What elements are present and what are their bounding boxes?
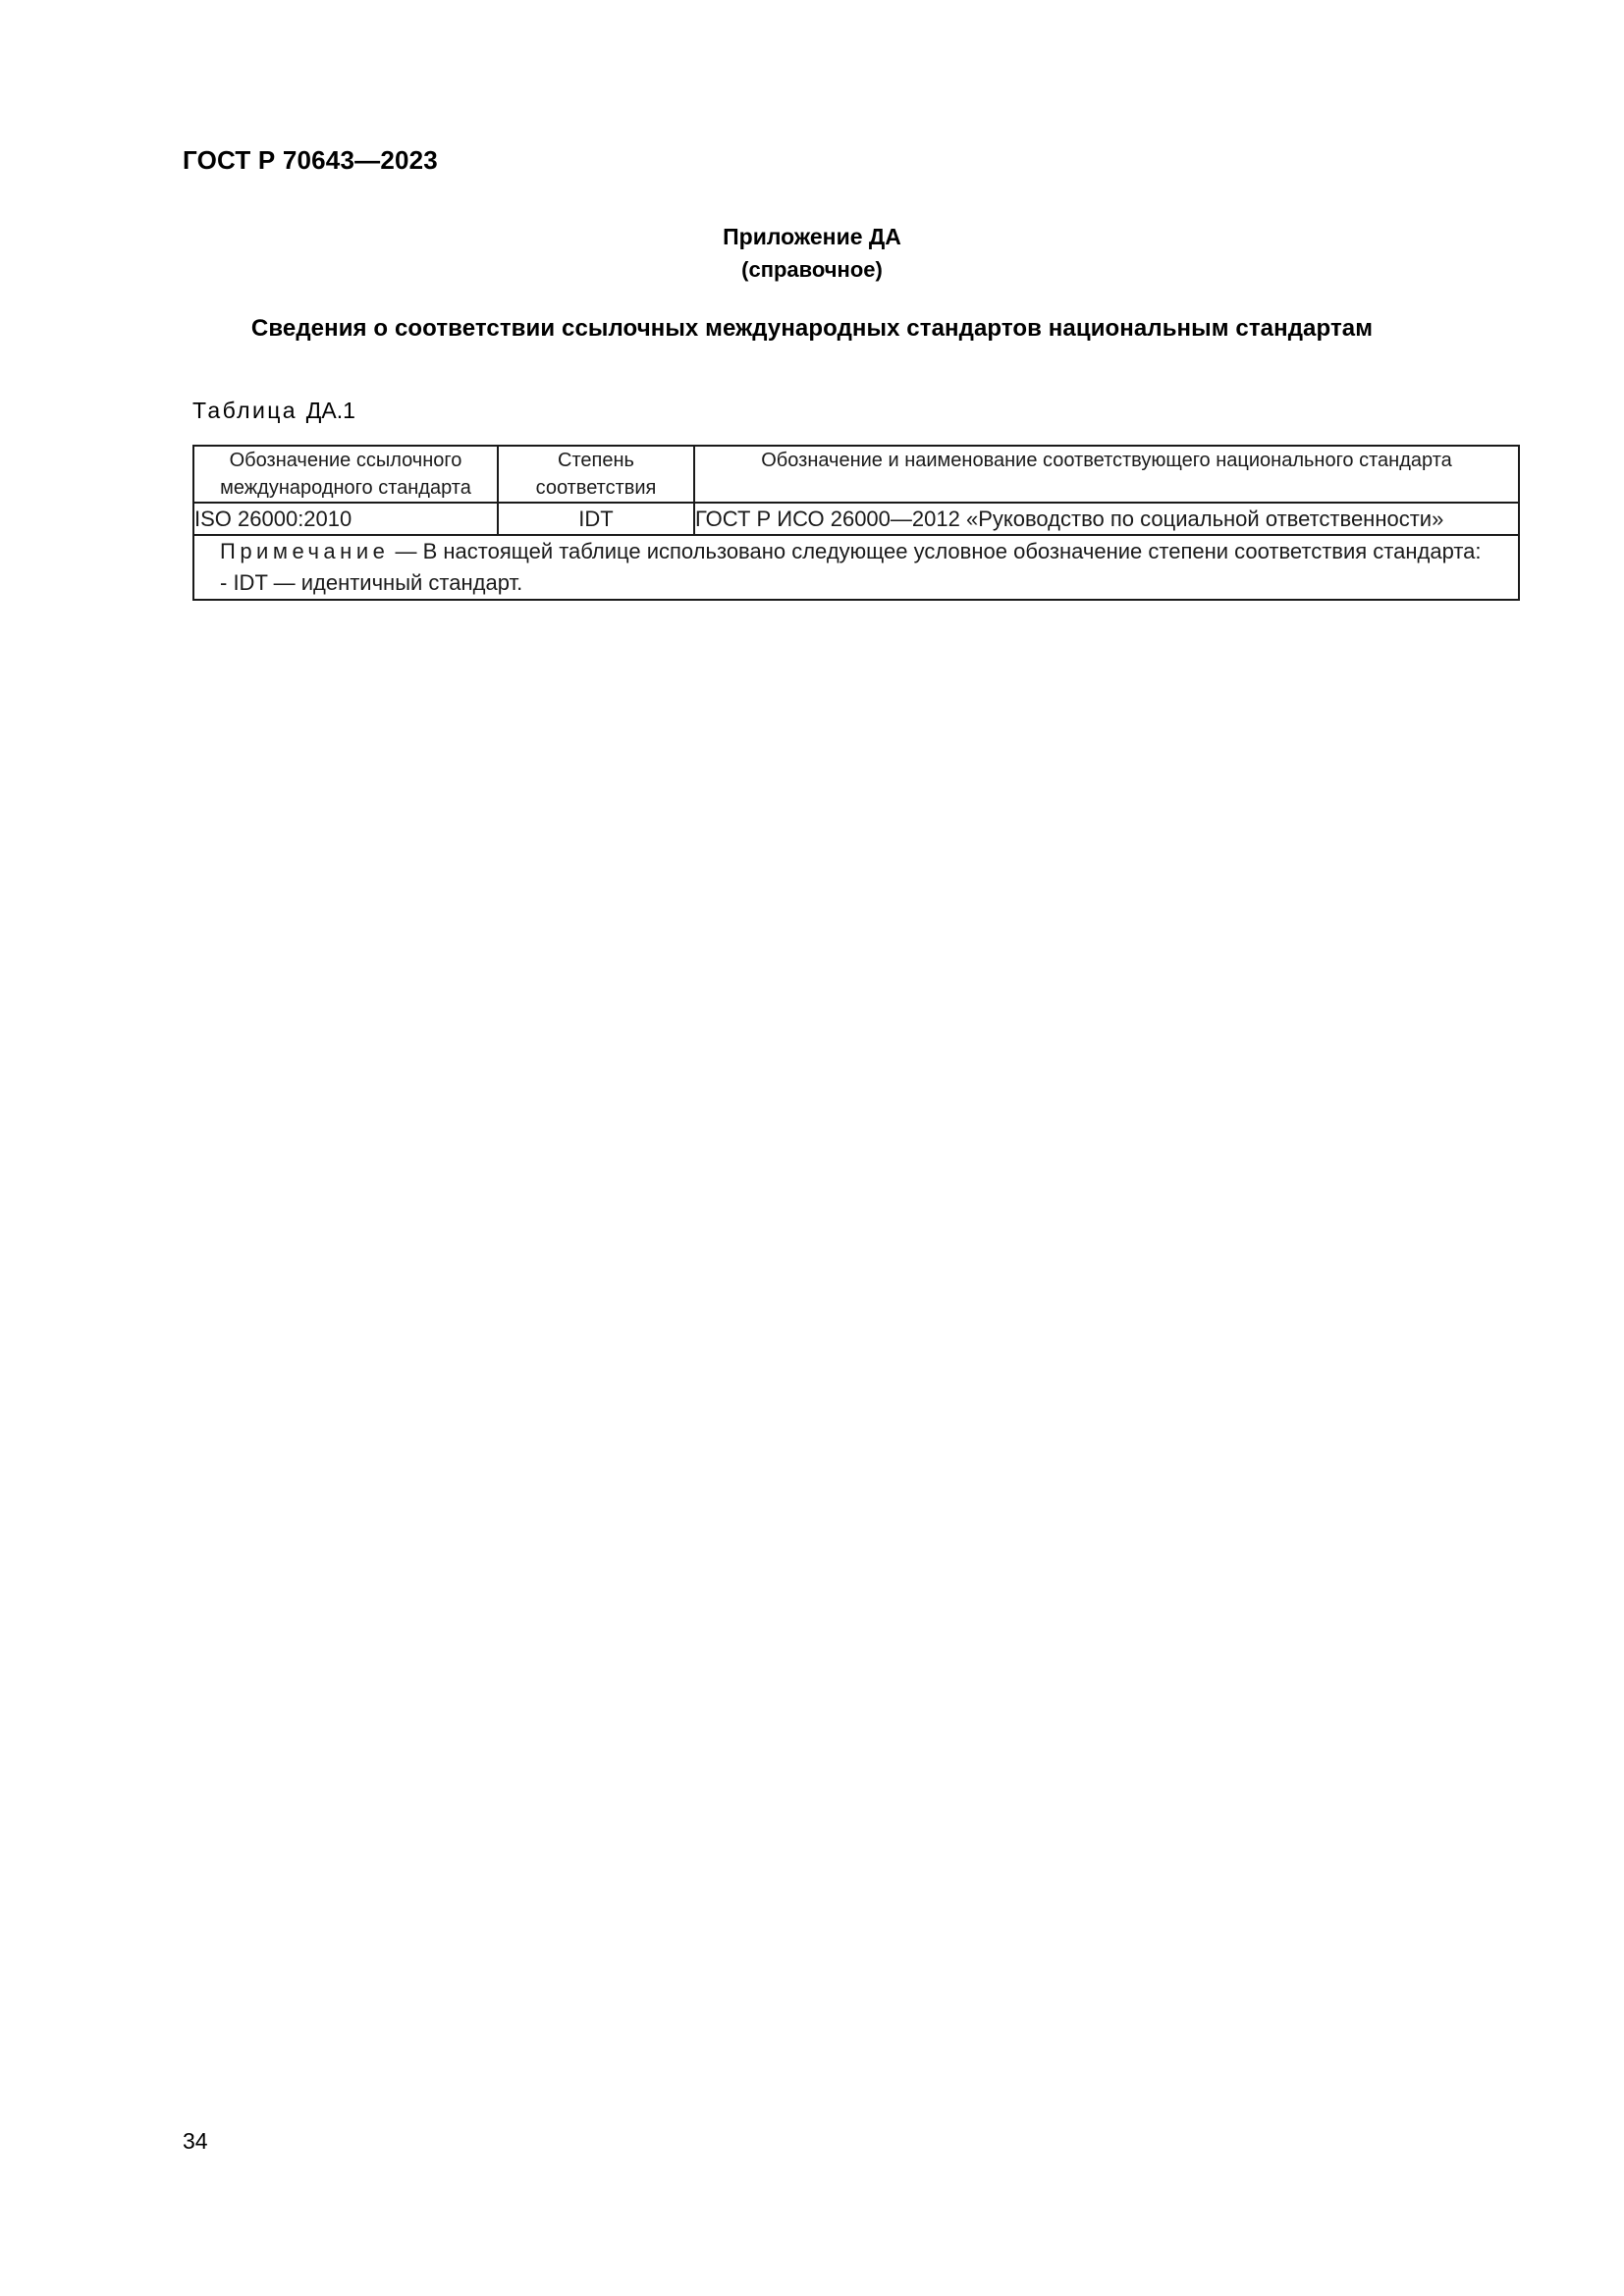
correspondence-table xyxy=(192,445,1520,601)
annex-subtitle: (справочное) xyxy=(741,257,883,282)
table-header-national: Обозначение и наименование соответствующего национального стандарта xyxy=(694,446,1519,503)
cell-reference-standard: ISO 26000:2010 xyxy=(193,503,498,535)
table-note-row xyxy=(193,535,1519,600)
annex-title-block xyxy=(0,220,1624,287)
table-header-degree: Степень соответствия xyxy=(498,446,694,503)
cell-national-standard: ГОСТ Р ИСО 26000—2012 «Руководство по социальной ответственности» xyxy=(694,503,1519,535)
page-number: 34 xyxy=(183,2128,208,2154)
cell-degree: IDT xyxy=(498,503,694,535)
note-text: — В настоящей таблице использовано следующее условное обозначение степени соответствия стандарта: xyxy=(395,539,1482,563)
standard-designation: ГОСТ Р 70643—2023 xyxy=(183,145,438,175)
annex-heading: Сведения о соответствии ссылочных международных стандартов национальным стандартам xyxy=(250,315,1374,342)
table-caption-number: ДА.1 xyxy=(305,398,355,423)
note-item: - IDT — идентичный стандарт. xyxy=(220,570,523,595)
table-header-row xyxy=(193,446,1519,503)
table-caption-label: Таблица xyxy=(192,398,298,423)
table-caption xyxy=(192,398,355,424)
annex-title: Приложение ДА xyxy=(723,224,901,249)
table-note xyxy=(193,535,1519,600)
table-header-reference: Обозначение ссылочного международного стандарта xyxy=(193,446,498,503)
note-label: Примечание xyxy=(220,539,390,563)
table-row xyxy=(193,503,1519,535)
